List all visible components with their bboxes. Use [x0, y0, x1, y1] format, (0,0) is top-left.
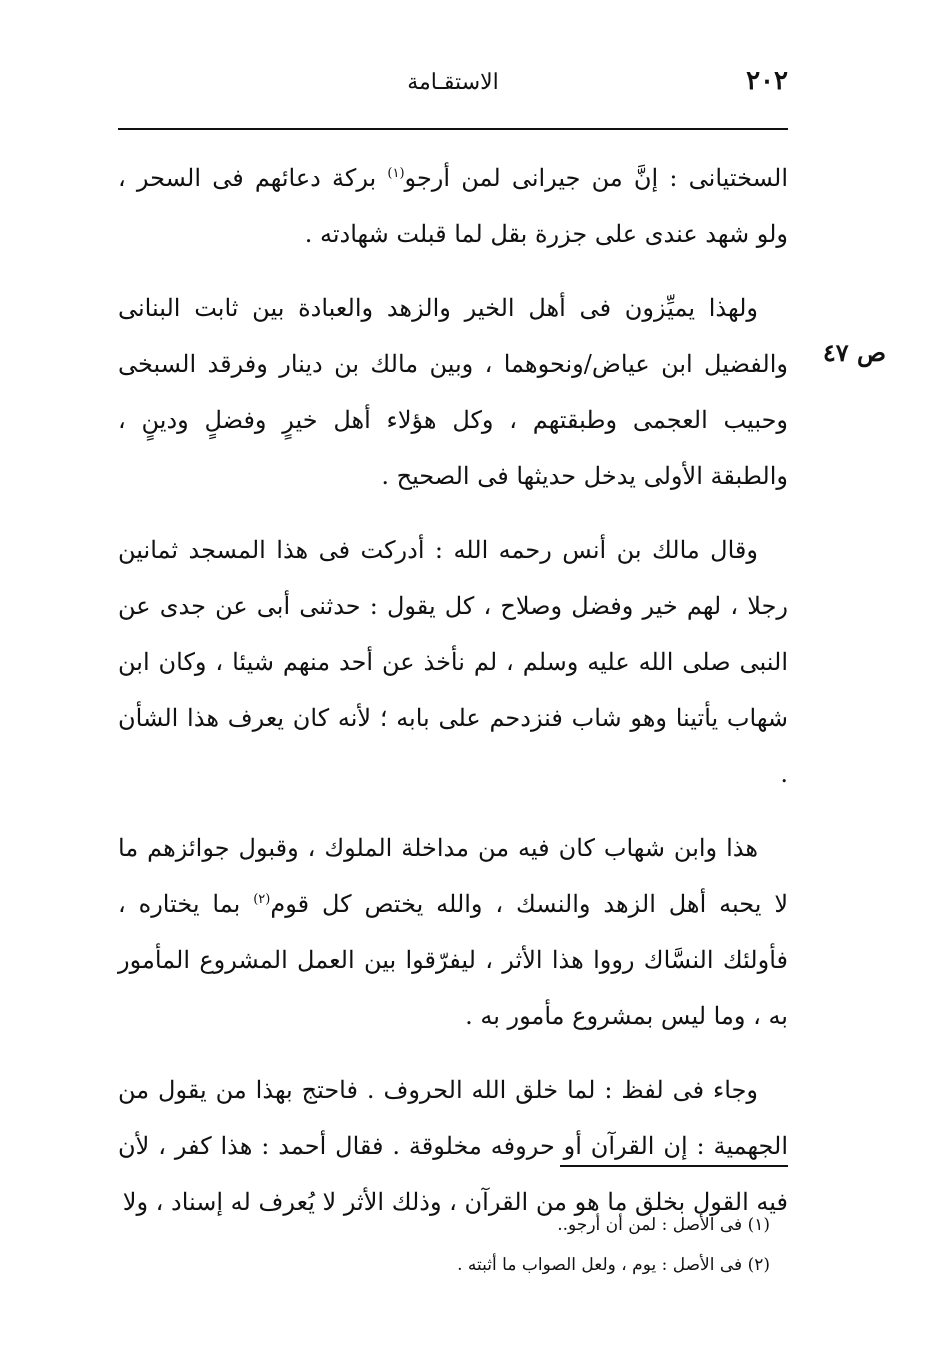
paragraph-3: وقال مالك بن أنس رحمه الله : أدركت فى هذا المسجد ثمانين رجلا ، لهم خير وفضل وصلاح ، كل يقول : حدثنى أبى عن جدى عن النبى صلى الله عليه وسلم ، لم نأخذ عن أحد منهم شيئا ، وكان ابن شهاب يأتينا وهو شاب فنزدحم على بابه ؛ لأنه كان يعرف هذا الشأن . — [118, 536, 788, 788]
footnote-2: (٢) فى الأصل : يوم ، ولعل الصواب ما أثبته . — [457, 1255, 770, 1275]
paragraph-4-text-b: بما يختاره ، فأولئك النسَّاك رووا هذا الأثر ، ليفرّقوا بين العمل المشروع المأمور به ، وما ليس بمشروع مأمور به . — [118, 890, 788, 1030]
footnote-ref-1[interactable]: (١) — [387, 166, 405, 181]
paragraph-1-text-b: بركة دعائهم فى السحر ، ولو شهد عندى على جزرة بقل لما قبلت شهادته . — [118, 164, 788, 248]
main-text — [118, 150, 788, 1248]
running-title: الاستقـامة — [407, 70, 499, 95]
page-header — [118, 66, 788, 106]
footnote-divider — [560, 1165, 788, 1167]
paragraph-1-text-a: السختيانى : إنَّ من جيرانى لمن أرجو — [404, 164, 788, 192]
footnote-ref-2[interactable]: (٢) — [253, 892, 271, 907]
page-number: ٢٠٢ — [746, 66, 788, 96]
footnote-1: (١) فى الأصل : لمن أن أرجو.. — [557, 1215, 770, 1235]
paragraph-4 — [118, 820, 788, 1044]
paragraph-2: ولهذا يميِّزون فى أهل الخير والزهد والعبادة بين ثابت البنانى والفضيل ابن عياض/ونحوهما ، وبين مالك بن دينار وفرقد السبخى وحبيب العجمى وطبقتهم ، وكل هؤلاء أهل خيرٍ وفضلٍ ودينٍ ، والطبقة الأولى يدخل حديثها فى الصحيح . — [118, 294, 788, 490]
margin-page-reference: ص ٤٧ — [822, 338, 886, 367]
footnotes — [300, 1205, 770, 1285]
header-divider — [118, 128, 788, 130]
paragraph-1 — [118, 150, 788, 262]
paragraph-5: وجاء فى لفظ : لما خلق الله الحروف . فاحتج بهذا من يقول من الجهمية : إن القرآن أو حروفه مخلوقة . فقال أحمد : هذا كفر ، لأن فيه القول بخلق ما هو من القرآن ، وذلك الأثر لا يُعرف له إسناد ، ولا — [118, 1076, 788, 1216]
paragraph-4-text-a: هذا وابن شهاب كان فيه من مداخلة الملوك ، وقبول جوائزهم ما لا يحبه أهل الزهد والنسك ، والله يختص كل قوم — [118, 834, 789, 918]
